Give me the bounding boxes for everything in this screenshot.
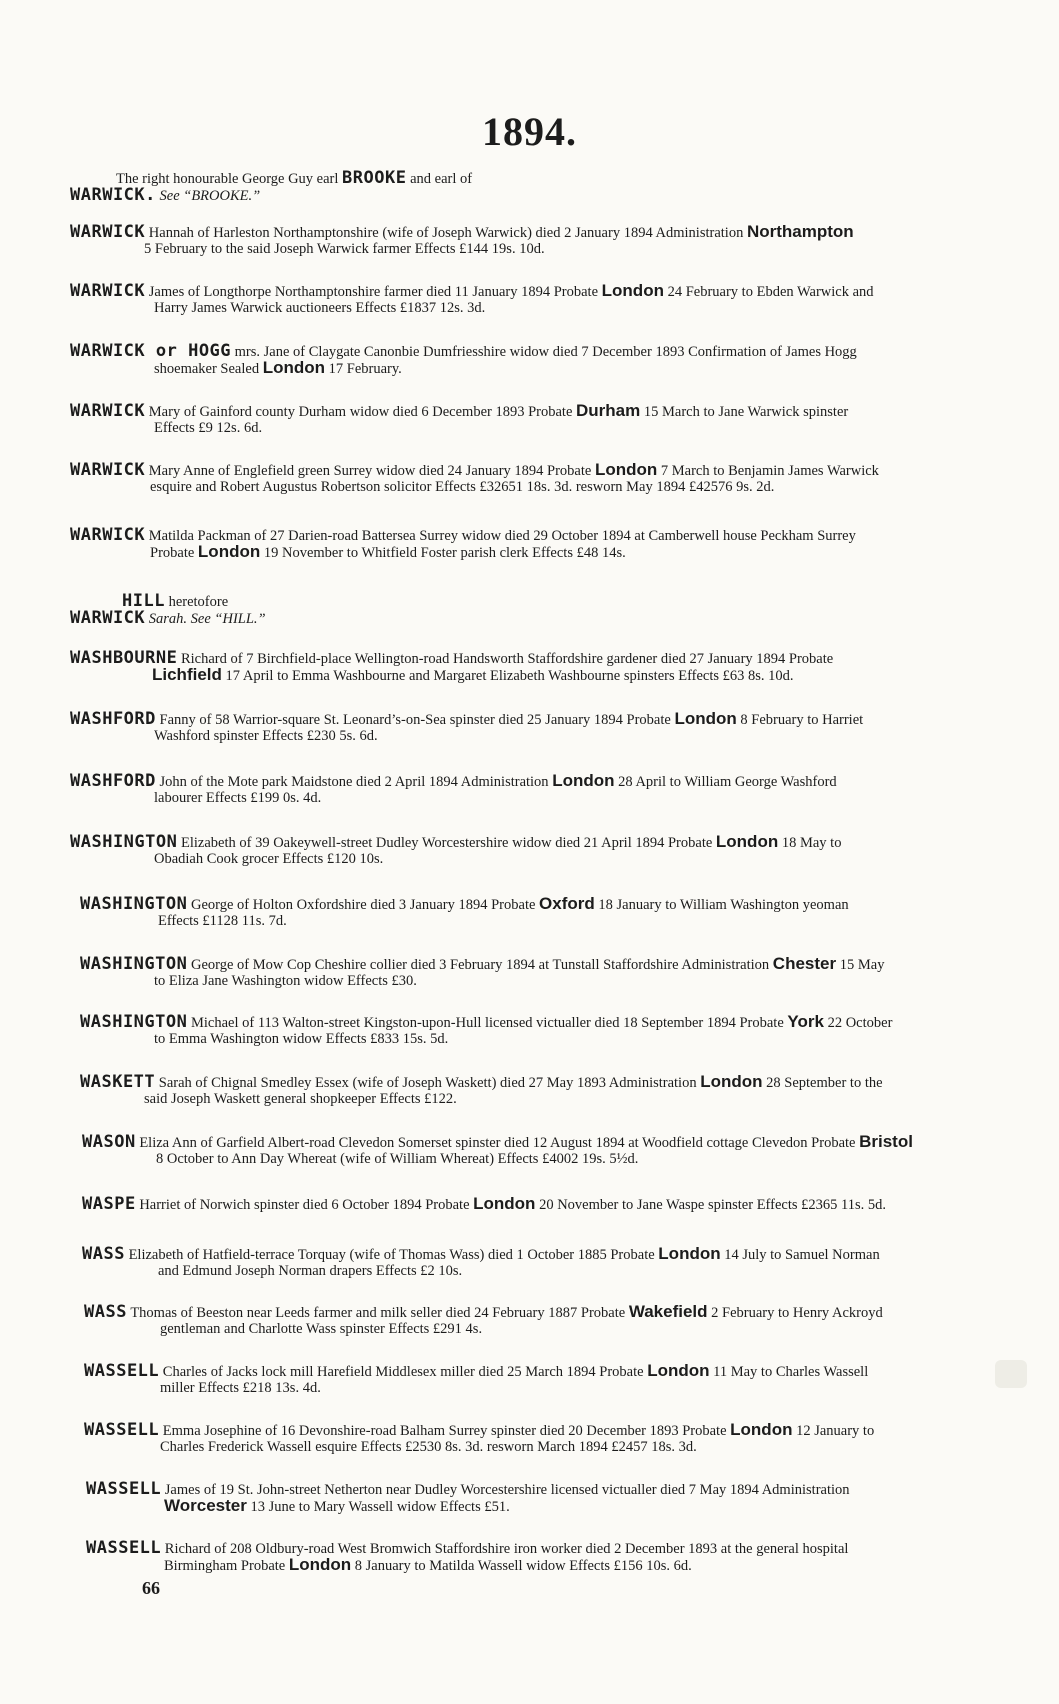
- entry-text: and Edmund Joseph Norman drapers Effects £2 10s.: [158, 1263, 463, 1279]
- entry-registry: Chester: [772, 954, 837, 973]
- entry-text: 13 June to Mary Wassell widow Effects £51.: [246, 1499, 510, 1515]
- entry-registry: York: [787, 1012, 824, 1031]
- entry-text: George of Mow Cop Cheshire collier died 3 February 1894 at Tunstall Staffordshire Administration: [187, 957, 773, 973]
- entry-registry: London: [658, 1244, 721, 1263]
- entry-registry: London: [700, 1072, 763, 1091]
- entry-registry: London: [197, 542, 261, 561]
- entry-text: Charles of Jacks lock mill Harefield Middlesex miller died 25 March 1894 Probate: [159, 1364, 648, 1380]
- entry-text: 18 January to William Washington yeoman: [594, 897, 849, 913]
- entry-surname: WASHFORD: [70, 771, 156, 791]
- entry-brooke-crossref: [70, 170, 1010, 204]
- entry-text: Washford spinster Effects £230 5s. 6d.: [154, 728, 378, 744]
- entry-wassell-emma: [70, 1422, 1010, 1455]
- entry-text: 22 October: [823, 1015, 893, 1031]
- entry-registry: Durham: [576, 401, 641, 420]
- entry-registry: London: [473, 1194, 536, 1213]
- entry-text: mrs. Jane of Claygate Canonbie Dumfriesshire widow died 7 December 1893 Confirmation of James Hogg: [231, 344, 857, 360]
- entry-registry: London: [262, 358, 326, 377]
- entry-warwick-hannah: [70, 224, 1010, 257]
- entry-text: 18 May to: [778, 835, 842, 851]
- entry-surname: WASPE: [82, 1194, 136, 1214]
- entry-registry: Oxford: [539, 894, 595, 913]
- entry-surname: WARWICK: [70, 460, 146, 480]
- entry-text: 24 February to Ebden Warwick and: [663, 284, 874, 300]
- entry-surname: WASSELL: [86, 1538, 162, 1558]
- entry-text: heretofore: [164, 594, 229, 610]
- entry-text: John of the Mote park Maidstone died 2 April 1894 Administration: [155, 774, 553, 790]
- entry-surname: WASHBOURNE: [70, 648, 178, 668]
- entry-text: shoemaker Sealed: [154, 361, 263, 377]
- entry-see-ref: See “BROOKE.”: [155, 188, 261, 204]
- entry-text: gentleman and Charlotte Wass spinster Effects £291 4s.: [160, 1321, 483, 1337]
- entry-text: Birmingham Probate: [164, 1558, 289, 1574]
- entry-text: 12 January to: [792, 1423, 875, 1439]
- entry-surname: WARWICK: [70, 281, 146, 301]
- entry-registry: Northampton: [746, 222, 854, 241]
- entry-text: Effects £9 12s. 6d.: [154, 420, 263, 436]
- entry-surname: WASS: [82, 1244, 125, 1264]
- entry-warwick-matilda: [70, 527, 1010, 561]
- entry-text: 8 October to Ann Day Whereat (wife of William Whereat) Effects £4002 19s. 5½d.: [156, 1151, 639, 1167]
- entry-text: and earl of: [406, 171, 473, 187]
- entry-surname: WARWICK: [70, 608, 146, 628]
- entry-text: Matilda Packman of 27 Darien-road Battersea Surrey widow died 29 October 1894 at Camberwell house Peckham Surrey: [145, 528, 856, 544]
- entry-surname: WASHINGTON: [70, 832, 178, 852]
- entry-wassell-charles: [70, 1363, 1010, 1396]
- entry-text: Elizabeth of Hatfield-terrace Torquay (wife of Thomas Wass) died 1 October 1885 Probate: [124, 1247, 659, 1263]
- entry-surname: WASKETT: [80, 1072, 156, 1092]
- entry-wason-eliza: [70, 1134, 1010, 1167]
- entry-text: Thomas of Beeston near Leeds farmer and milk seller died 24 February 1887 Probate: [126, 1305, 629, 1321]
- entry-surname: WARWICK: [70, 222, 146, 242]
- entry-wass-elizabeth: [70, 1246, 1010, 1279]
- entry-washbourne-richard: [70, 650, 1010, 684]
- entry-warwick-mary: [70, 403, 1010, 436]
- entry-text: Richard of 7 Birchfield-place Wellington-road Handsworth Staffordshire gardener died 27 January 1894 Probate: [177, 651, 834, 667]
- entry-warwick-mary-anne: [70, 462, 1010, 495]
- entry-washington-michael: [70, 1014, 1010, 1047]
- entry-surname: WARWICK: [70, 525, 146, 545]
- entry-surname: WASHINGTON: [80, 1012, 188, 1032]
- entry-text: said Joseph Waskett general shopkeeper Effects £122.: [144, 1091, 457, 1107]
- entry-text: The right honourable George Guy earl: [116, 171, 343, 187]
- entry-text: 15 May: [836, 957, 885, 973]
- entry-registry: London: [715, 832, 779, 851]
- entry-washington-elizabeth: [70, 834, 1010, 867]
- entry-registry: London: [594, 460, 658, 479]
- entry-registry: Wakefield: [628, 1302, 708, 1321]
- entry-text: Mary of Gainford county Durham widow died 6 December 1893 Probate: [145, 404, 577, 420]
- page-year-heading: 1894.: [482, 109, 577, 154]
- entry-text: 15 March to Jane Warwick spinster: [640, 404, 849, 420]
- entry-registry: London: [730, 1420, 793, 1439]
- entry-text: Richard of 208 Oldbury-road West Bromwich Staffordshire iron worker died 2 December 1893 at the general hospital: [161, 1541, 849, 1557]
- entry-text: 8 February to Harriet: [736, 712, 864, 728]
- entry-surname: WASSELL: [84, 1420, 160, 1440]
- entry-text: Probate: [150, 545, 198, 561]
- entry-text: Mary Anne of Englefield green Surrey widow died 24 January 1894 Probate: [145, 463, 595, 479]
- entry-waskett-sarah: [70, 1074, 1010, 1107]
- entry-text: Emma Josephine of 16 Devonshire-road Balham Surrey spinster died 20 December 1893 Probate: [159, 1423, 731, 1439]
- entry-text: to Emma Washington widow Effects £833 15s. 5d.: [154, 1031, 449, 1047]
- entry-surname: WASHINGTON: [80, 894, 188, 914]
- entry-registry: London: [674, 709, 737, 728]
- entry-text: labourer Effects £199 0s. 4d.: [154, 790, 322, 806]
- entry-surname: WASS: [84, 1302, 127, 1322]
- entry-text: 20 November to Jane Waspe spinster Effects £2365 11s. 5d.: [535, 1197, 886, 1213]
- entry-text: Michael of 113 Walton-street Kingston-upon-Hull licensed victualler died 18 September 1894 Probate: [187, 1015, 788, 1031]
- entry-text: Elizabeth of 39 Oakeywell-street Dudley Worcestershire widow died 21 April 1894 Probate: [177, 835, 716, 851]
- entry-text: 17 April to Emma Washbourne and Margaret Elizabeth Washbourne spinsters Effects £63 8s. 10d.: [221, 668, 794, 684]
- entry-text: Charles Frederick Wassell esquire Effects £2530 8s. 3d. resworn March 1894 £2457 18s. 3d.: [160, 1439, 697, 1455]
- entry-wass-thomas: [70, 1304, 1010, 1337]
- entry-waspe-harriet: [70, 1196, 1010, 1213]
- entry-warwick-jane: [70, 343, 1010, 377]
- entry-surname: WASHFORD: [70, 709, 156, 729]
- entry-wassell-richard: [70, 1540, 1010, 1574]
- entry-washford-john: [70, 773, 1010, 806]
- paper-stain: [995, 1360, 1027, 1388]
- entry-registry: Bristol: [859, 1132, 913, 1151]
- entry-text: Harry James Warwick auctioneers Effects £1837 12s. 3d.: [154, 300, 486, 316]
- entry-name: HILL: [122, 591, 165, 611]
- entry-text: 28 April to William George Washford: [614, 774, 837, 790]
- entry-registry: London: [288, 1555, 352, 1574]
- entry-text: Harriet of Norwich spinster died 6 October 1894 Probate: [135, 1197, 474, 1213]
- entry-registry: Worcester: [164, 1496, 247, 1515]
- entry-text: 19 November to Whitfield Foster parish clerk Effects £48 14s.: [260, 545, 626, 561]
- entry-text: Effects £1128 11s. 7d.: [158, 913, 287, 929]
- entry-surname: WASON: [82, 1132, 136, 1152]
- entry-text: Fanny of 58 Warrior-square St. Leonard’s-on-Sea spinster died 25 January 1894 Probate: [155, 712, 675, 728]
- entry-text: miller Effects £218 13s. 4d.: [160, 1380, 321, 1396]
- entry-text: 11 May to Charles Wassell: [709, 1364, 869, 1380]
- entry-text: 5 February to the said Joseph Warwick farmer Effects £144 19s. 10d.: [144, 241, 545, 257]
- entry-text: Hannah of Harleston Northamptonshire (wife of Joseph Warwick) died 2 January 1894 Administration: [145, 225, 747, 241]
- page-number: 66: [142, 1578, 160, 1598]
- entry-registry: London: [601, 281, 664, 300]
- entry-text: 2 February to Henry Ackroyd: [707, 1305, 883, 1321]
- entry-surname: WARWICK or HOGG: [70, 341, 232, 361]
- entry-wassell-james: [70, 1481, 1010, 1515]
- entry-text: 14 July to Samuel Norman: [720, 1247, 880, 1263]
- entry-text: James of 19 St. John-street Netherton near Dudley Worcestershire licensed victualler died 7 May 1894 Administration: [161, 1482, 850, 1498]
- entry-registry: London: [552, 771, 615, 790]
- entry-surname: WARWICK.: [70, 185, 156, 205]
- entry-text: James of Longthorpe Northamptonshire farmer died 11 January 1894 Probate: [145, 284, 602, 300]
- entry-surname: WASHINGTON: [80, 954, 188, 974]
- entry-text: 8 January to Matilda Wassell widow Effects £156 10s. 6d.: [351, 1558, 692, 1574]
- entry-text: Sarah of Chignal Smedley Essex (wife of Joseph Waskett) died 27 May 1893 Administration: [155, 1075, 701, 1091]
- entry-text: George of Holton Oxfordshire died 3 January 1894 Probate: [187, 897, 540, 913]
- entry-washington-george-holton: [70, 896, 1010, 929]
- entry-text: 7 March to Benjamin James Warwick: [657, 463, 879, 479]
- entry-surname: WASSELL: [86, 1479, 162, 1499]
- entry-warwick-james: [70, 283, 1010, 316]
- entry-registry: London: [647, 1361, 710, 1380]
- entry-registry: Lichfield: [152, 665, 222, 684]
- entry-surname: WASSELL: [84, 1361, 160, 1381]
- entry-see-ref: Sarah. See “HILL.”: [145, 611, 266, 627]
- entry-text: Eliza Ann of Garfield Albert-road Clevedon Somerset spinster died 12 August 1894 at Woodfield cottage Clevedon Probate: [135, 1135, 860, 1151]
- entry-washington-george-mowcop: [70, 956, 1010, 989]
- entry-text: to Eliza Jane Washington widow Effects £30.: [154, 973, 417, 989]
- entry-surname: WARWICK: [70, 401, 146, 421]
- entry-text: 28 September to the: [762, 1075, 883, 1091]
- entry-text: Obadiah Cook grocer Effects £120 10s.: [154, 851, 384, 867]
- entry-name: BROOKE: [342, 168, 407, 188]
- entry-washford-fanny: [70, 711, 1010, 744]
- entry-text: esquire and Robert Augustus Robertson solicitor Effects £32651 18s. 3d. resworn May 1894 £42576 9s. 2d.: [150, 479, 775, 495]
- entry-text: 17 February.: [325, 361, 402, 377]
- entry-hill-crossref: [70, 593, 1010, 627]
